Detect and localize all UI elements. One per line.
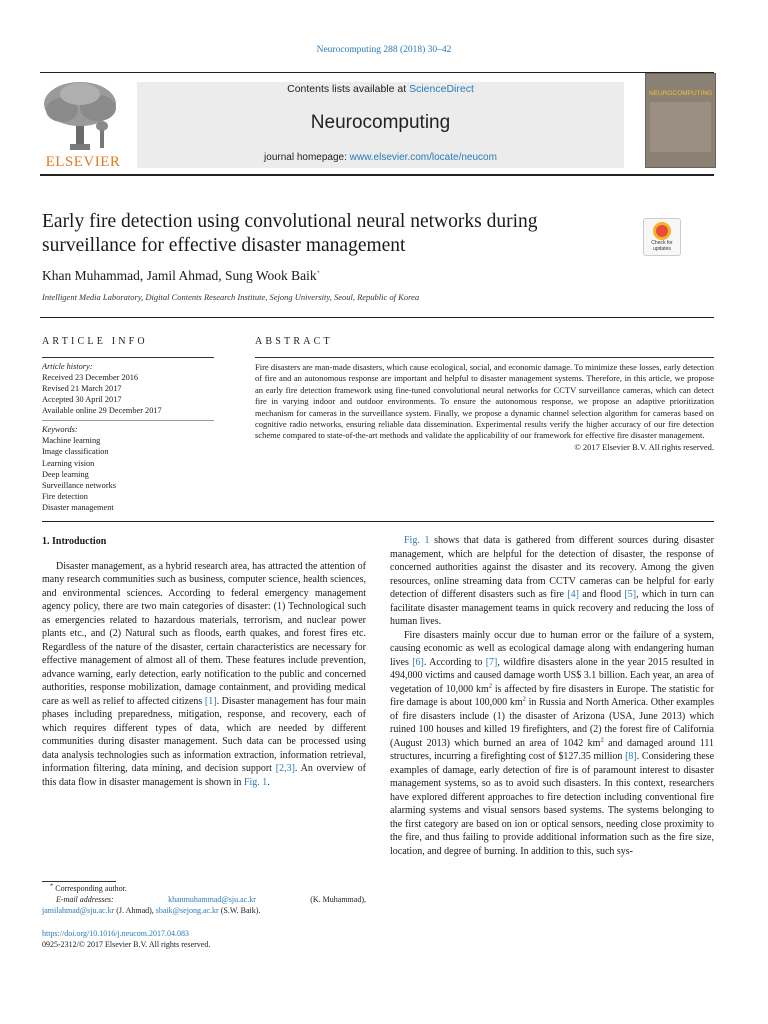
keyword: Fire detection — [42, 492, 88, 502]
sciencedirect-link[interactable]: ScienceDirect — [409, 83, 474, 95]
section-heading: 1. Introduction — [42, 536, 107, 547]
body-column-right — [390, 534, 714, 858]
keyword: Machine learning — [42, 436, 101, 446]
author-list: Khan Muhammad, Jamil Ahmad, Sung Wook Baik* — [42, 268, 320, 283]
doi-link[interactable]: https://doi.org/10.1016/j.neucom.2017.04.083 — [42, 929, 189, 938]
header-rule-thick — [40, 174, 714, 176]
homepage-link[interactable]: www.elsevier.com/locate/neucom — [349, 152, 497, 163]
history-title: Article history: — [42, 362, 93, 371]
ref-link[interactable]: [2,3] — [275, 763, 295, 774]
article-info-label: ARTICLE INFO — [42, 336, 148, 347]
email-link[interactable]: khanmuhammad@sju.ac.kr — [168, 895, 256, 904]
ref-link[interactable]: [7] — [485, 656, 498, 668]
journal-title: Neurocomputing — [310, 112, 451, 133]
email-link[interactable]: jamilahmad@sju.ac.kr — [42, 906, 115, 915]
body-column-left — [42, 535, 366, 789]
journal-banner — [137, 82, 624, 168]
email-line: E-mail addresses: khanmuhammad@sju.ac.kr (K. Muhammad), — [56, 895, 366, 904]
figure-link[interactable]: Fig. 1 — [404, 535, 430, 546]
email-line-2: jamilahmad@sju.ac.kr (J. Ahmad), sbaik@sejong.ac.kr (S.W. Baik). — [42, 906, 261, 915]
cover-artwork — [650, 102, 711, 152]
issn-line: 0925-2312/© 2017 Elsevier B.V. All rights reserved. — [42, 940, 211, 949]
header-rule — [40, 72, 714, 73]
keywords-rule — [42, 420, 214, 421]
ref-link[interactable]: [8] — [625, 751, 637, 762]
badge-label: Check for updates — [651, 240, 673, 252]
corresponding-author-mark[interactable]: * — [316, 269, 320, 277]
paragraph: Fire disasters mainly occur due to human error or the failure of a system, causing economic as well as ecological damage along with endangering human lives [6]. According to [7], wildfire disasters alone in the year 2015 resulted in 494,000 victims and caused damage worth US$ 3.1 billion. Each year, an area of vegetation of 10,000 $km^2$ is affected by fire disasters in Europe. The statistic for fire damage is about 100,000 $km^2$ in Russia and North America. Other examples of fire disasters include (1) the disaster of Arizona (USA, June 2013) which ruined 100 houses and killed 19 firefighters, and (2) the forest fire of California (August 2013) which burned an area of 1042 $km^2$ and damaged around 111 structures, incurring a firefighting cost of $127.35 million [8]. Considering these examples of damage, early detection of fire is of paramount interest to disaster management systems, so as to avoid such disasters. In this context, researchers have explored different approaches to fire detection including conventional fire alarming systems and visual sensors based systems. The systems belonging to the first category are based on ion or optical sensors, needing close proximity to the fire, and thus failing to provide additional information such as the fire size, location, and degree of burning. In addition to this, such sys- — [390, 629, 715, 857]
contents-line: Contents lists available at ScienceDirect — [287, 83, 474, 95]
abstract-copyright: © 2017 Elsevier B.V. All rights reserved. — [574, 441, 714, 452]
keyword: Learning vision — [42, 458, 95, 468]
ref-link[interactable]: [5] — [624, 589, 637, 600]
journal-citation[interactable] — [0, 45, 768, 55]
footnote — [42, 883, 366, 916]
elsevier-wordmark: ELSEVIER — [45, 154, 121, 170]
abstract-rule — [255, 357, 714, 358]
figure-link[interactable]: Fig. 1 — [243, 776, 268, 788]
article-info-rule — [42, 357, 214, 358]
journal-cover-image[interactable] — [645, 73, 716, 168]
tree-icon — [40, 80, 126, 154]
paragraph: Disaster management, as a hybrid research area, has attracted the attention of many research communities such as business, computer science, health sciences, and environmental sciences. According to federal emergency management agency policy, there are two main categories of disaster: (1) Technological such as emergencies related to hazardous materials, terrorism, and nuclear power plants etc., and (2) Natural such as floods, earth quakes, and forest fires etc. Regardless of the nature of the disaster, certain characteristics are necessary for effective management of almost all of them. These features include prevention, advance warning, early detection, early notification to the public and concerned authorities, response mobilization, damage containment, and providing medical care as well as relief to affected citizens [1]. Disaster management has four main phases including preparedness, mitigation, response, and recovery, each of which requires different types of data, which are needed by different communities during disaster management. Such data can be processed using data analysis technologies such as information extraction, information retrieval, information filtering, data mining, and decision support [2,3]. An overview of this data flow in disaster management is shown in Fig. 1. — [42, 560, 366, 788]
keyword: Deep learning — [42, 469, 89, 479]
keywords-list — [42, 424, 214, 514]
article-title: Early fire detection using convolutional neural networks during surveillance for effective disaster management — [42, 211, 538, 256]
keywords-title: Keywords: — [42, 425, 78, 434]
email-link[interactable]: sbaik@sejong.ac.kr — [155, 906, 219, 915]
affiliation: Intelligent Media Laboratory, Digital Contents Research Institute, Sejong University, Seoul, Republic of Korea — [42, 292, 420, 302]
doi-block — [42, 928, 366, 950]
check-for-updates-badge[interactable] — [643, 218, 681, 256]
ref-link[interactable]: [1] — [204, 695, 217, 707]
history-item: Available online 29 December 2017 — [42, 406, 162, 415]
section-rule — [40, 317, 714, 318]
abstract-bottom-rule — [42, 521, 714, 522]
abstract-label: ABSTRACT — [255, 336, 333, 347]
abstract-text: Fire disasters are man-made disasters, which cause ecological, social, and economic damage. To minimize these losses, early detection of fire and an autonomous response are important and helpful to disaster management systems. Therefore, in this article, we propose an early fire detection framework using fine-tuned convolutional neural networks for CCTV surveillance cameras, which can detect fire in varying indoor and outdoor environments. To ensure the autonomous response, we propose an adaptive prioritization mechanism for cameras in the surveillance system. Finally, we propose a dynamic channel selection algorithm for cameras based on cognitive radio networks, ensuring reliable data dissemination. Experimental results verify the higher accuracy of our fire detection scheme compared to state-of-the-art methods and validate the applicability of our framework for effective fire disaster management. — [255, 362, 714, 441]
homepage-line: journal homepage: www.elsevier.com/locate/neucom — [264, 152, 497, 163]
citation-link[interactable]: Neurocomputing 288 (2018) 30–42 — [316, 45, 452, 55]
history-item: Received 23 December 2016 — [42, 373, 139, 382]
corresponding-author-note: * Corresponding author. — [50, 882, 127, 893]
paragraph: Fig. 1 shows that data is gathered from different sources during disaster management, which are helpful for the detection of disaster, the response of concerned authorities against the disaster and its recovery. Among the given resources, online streaming data from CCTV cameras can be helpful for early detection of different disasters such as fire [4] and flood [5], which in turn can facilitate disaster management teams in quick recovery and reducing the loss of human lives. — [390, 535, 715, 627]
elsevier-logo — [40, 80, 126, 172]
cover-title: NEUROCOMPUTING — [649, 90, 713, 97]
ref-link[interactable]: [4] — [567, 589, 579, 600]
keyword: Image classification — [42, 447, 109, 457]
history-item: Accepted 30 April 2017 — [42, 395, 122, 404]
history-item: Revised 21 March 2017 — [42, 384, 122, 393]
bookmark-icon — [653, 222, 671, 240]
abstract-body — [255, 362, 714, 453]
ref-link[interactable]: [6] — [412, 656, 424, 668]
article-history — [42, 361, 214, 416]
keyword: Disaster management — [42, 503, 114, 513]
keyword: Surveillance networks — [42, 481, 116, 491]
